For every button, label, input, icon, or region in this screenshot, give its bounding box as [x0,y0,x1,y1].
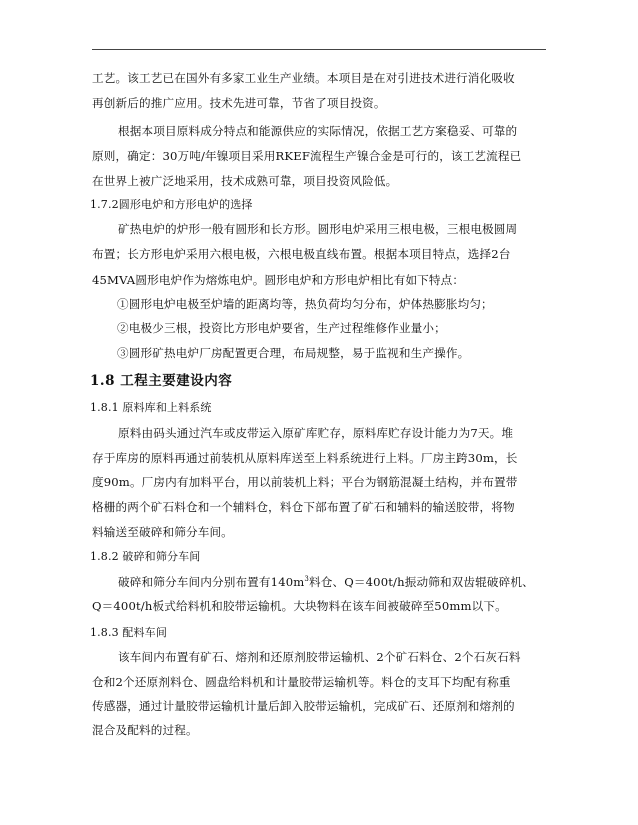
para-line: 混合及配料的过程。 [92,723,198,737]
para-line: 仓和2个还原剂料仓、圆盘给料机和计量胶带运输机等。料仓的支耳下均配有称重 [92,675,511,689]
para-line [118,570,546,594]
list-item: ③圆形矿热电炉厂房配置更合理，布局规整，易于监视和生产操作。 [117,346,470,360]
text-run: 料仓、Q＝400t/h振动筛和双齿辊破碎机、 [309,575,534,589]
list-item: ②电极少三根，投资比方形电炉要省，生产过程维修作业量小； [117,321,446,335]
para-line: 布置；长方形电炉采用六根电极，六根电极直线布置。根据本项目特点，选择2台 [92,247,511,261]
para-line: 格栅的两个矿石料仓和一个辅料仓，料仓下部布置了矿石和辅料的输送胶带，将物 [92,500,515,514]
para-line: 工艺。该工艺已在国外有多家工业生产业绩。本项目是在对引进技术进行消化吸收 [92,71,515,85]
para-line: 存于库房的原料再通过前装机从原料库送至上料系统进行上料。厂房主跨30m，长 [92,451,518,465]
section-heading-1-8 [90,369,544,393]
section-title: 工程主要建设内容 [120,373,233,389]
para-line: 传感器，通过计量胶带运输机计量后卸入胶带运输机，完成矿石、还原剂和熔剂的 [92,699,515,713]
header-rule [92,49,546,50]
para-line: 45MVA圆形电炉作为熔炼电炉。圆形电炉和方形电炉相比有如下特点： [92,273,465,287]
section-heading-1-8-3: 1.8.3 配料车间 [90,626,167,639]
para-line: 原则，确定：30万吨/年镍项目采用RKEF流程生产镍合金是可行的，该工艺流程已 [92,149,522,163]
para-line: 该车间内布置有矿石、熔剂和还原剂胶带运输机、2个矿石料仓、2个石灰石料 [118,650,521,664]
para-line: 矿热电炉的炉形一般有圆形和长方形。圆形电炉采用三根电极，三根电极圆周 [118,222,518,236]
para-line: 度90m。厂房内有加料平台，用以前装机上料；平台为钢筋混凝土结构，并布置带 [92,475,518,489]
superscript: 3 [304,575,310,584]
para-line: 再创新后的推广应用。技术先进可靠，节省了项目投资。 [92,96,386,110]
section-heading-1-8-1: 1.8.1 原料库和上料系统 [90,401,212,414]
list-item: ①圆形电炉电极至炉墙的距离均等，热负荷均匀分布，炉体热膨胀均匀； [117,297,493,311]
para-line: Q＝400t/h板式给料机和胶带运输机。大块物料在该车间被破碎至50mm以下。 [92,599,507,613]
para-line: 原料由码头通过汽车或皮带运入原矿库贮存，原料库贮存设计能力为7天。堆 [118,426,514,440]
section-heading-1-7-2: 1.7.2圆形电炉和方形电炉的选择 [90,198,253,211]
text-run: 破碎和筛分车间内分别布置有140m [118,575,305,589]
para-line: 料输送至破碎和筛分车间。 [92,525,233,539]
section-number: 1.8 [90,373,115,389]
para-line: 在世界上被广泛地采用，技术成熟可靠，项目投资风险低。 [92,174,398,188]
section-heading-1-8-2: 1.8.2 破碎和筛分车间 [90,550,201,563]
para-line: 根据本项目原料成分特点和能源供应的实际情况，依据工艺方案稳妥、可靠的 [118,124,518,138]
